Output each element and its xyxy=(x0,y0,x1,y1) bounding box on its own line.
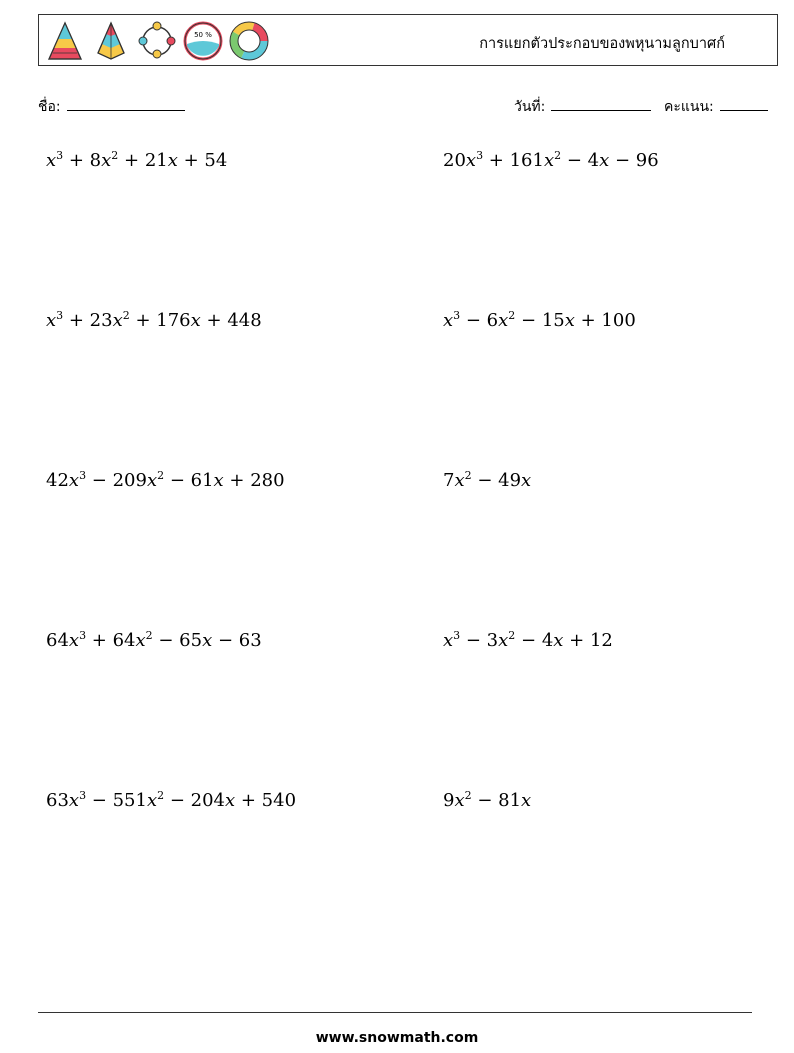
exponent: 3 xyxy=(79,789,87,802)
variable: x xyxy=(498,310,509,331)
term-text: − 15 xyxy=(515,310,565,331)
exponent: 2 xyxy=(508,309,516,322)
layered-pyramid-icon xyxy=(90,20,132,62)
date-label: วันที่: xyxy=(514,99,546,115)
name-blank[interactable] xyxy=(67,96,185,111)
term-text: − 4 xyxy=(515,630,554,651)
term-text: 42 xyxy=(46,470,69,491)
variable: x xyxy=(498,630,509,651)
term-text: + 100 xyxy=(574,310,636,331)
problem-10 xyxy=(443,790,531,811)
footer-url: www.snowmath.com xyxy=(315,1030,479,1046)
exponent: 2 xyxy=(111,149,119,162)
variable: x xyxy=(521,790,532,811)
term-text: − 204 xyxy=(164,790,225,811)
term-text: − 65 xyxy=(152,630,203,651)
term-text: − 4 xyxy=(561,150,600,171)
exponent: 3 xyxy=(453,629,461,642)
term-text: − 63 xyxy=(212,630,262,651)
problem-8 xyxy=(443,630,613,651)
variable: x xyxy=(543,150,555,171)
exponent: 3 xyxy=(476,149,484,162)
variable: x xyxy=(146,790,158,811)
problem-9 xyxy=(46,790,296,811)
exponent: 3 xyxy=(79,469,87,482)
worksheet-title: การแยกตัวประกอบของพหุนามลูกบาศก์ xyxy=(479,36,725,52)
term-text: − 6 xyxy=(460,310,499,331)
problem-3 xyxy=(46,310,262,331)
variable: x xyxy=(454,470,465,491)
variable: x xyxy=(454,790,465,811)
term-text: + 176 xyxy=(129,310,191,331)
exponent: 2 xyxy=(464,789,472,802)
score-blank[interactable] xyxy=(720,96,768,111)
variable: x xyxy=(202,630,213,651)
footer-divider xyxy=(38,1012,752,1013)
problem-7 xyxy=(46,630,262,651)
variable: x xyxy=(68,470,80,491)
worksheet-header xyxy=(38,14,778,66)
exponent: 3 xyxy=(79,629,87,642)
term-text: − 209 xyxy=(86,470,147,491)
name-label: ชื่อ: xyxy=(38,99,61,115)
exponent: 2 xyxy=(122,309,130,322)
variable: x xyxy=(190,310,201,331)
date-blank[interactable] xyxy=(551,96,651,111)
term-text: 20 xyxy=(443,150,466,171)
problem-2 xyxy=(443,150,659,171)
term-text: 64 xyxy=(46,630,69,651)
variable: x xyxy=(465,150,477,171)
variable: x xyxy=(553,630,564,651)
term-text: + 64 xyxy=(86,630,136,651)
exponent: 2 xyxy=(464,469,472,482)
problem-6 xyxy=(443,470,531,491)
term-text: + 280 xyxy=(223,470,285,491)
term-text: + 448 xyxy=(200,310,262,331)
exponent: 2 xyxy=(508,629,516,642)
exponent: 2 xyxy=(157,789,165,802)
variable: x xyxy=(68,630,80,651)
exponent: 3 xyxy=(56,309,64,322)
variable: x xyxy=(68,790,80,811)
term-text: 63 xyxy=(46,790,69,811)
exponent: 2 xyxy=(554,149,562,162)
variable: x xyxy=(101,150,112,171)
exponent: 2 xyxy=(157,469,165,482)
variable: x xyxy=(46,150,57,171)
variable: x xyxy=(521,470,532,491)
variable: x xyxy=(213,470,224,491)
term-text: + 8 xyxy=(63,150,102,171)
exponent: 2 xyxy=(145,629,153,642)
variable: x xyxy=(225,790,236,811)
term-text: + 23 xyxy=(63,310,113,331)
problem-5 xyxy=(46,470,285,491)
term-text: − 49 xyxy=(471,470,522,491)
exponent: 3 xyxy=(453,309,461,322)
header-icons xyxy=(44,19,270,63)
term-text: − 3 xyxy=(460,630,499,651)
term-text: − 96 xyxy=(609,150,659,171)
problem-4 xyxy=(443,310,636,331)
variable: x xyxy=(443,310,454,331)
variable: x xyxy=(135,630,146,651)
variable: x xyxy=(564,310,575,331)
term-text: + 161 xyxy=(483,150,544,171)
term-text: + 12 xyxy=(563,630,613,651)
term-text: − 551 xyxy=(86,790,147,811)
variable: x xyxy=(167,150,178,171)
variable: x xyxy=(146,470,158,491)
exponent: 3 xyxy=(56,149,64,162)
term-text: + 54 xyxy=(177,150,228,171)
variable: x xyxy=(46,310,57,331)
variable: x xyxy=(599,150,610,171)
term-text: + 540 xyxy=(235,790,297,811)
date-field xyxy=(514,96,651,118)
score-field xyxy=(664,96,768,118)
cycle-icon xyxy=(136,20,178,62)
term-text: 9 xyxy=(443,790,455,811)
problem-1 xyxy=(46,150,227,171)
variable: x xyxy=(112,310,123,331)
variable: x xyxy=(443,630,454,651)
pyramid-icon xyxy=(44,20,86,62)
gauge-50-percent-icon xyxy=(182,20,224,62)
term-text: 7 xyxy=(443,470,455,491)
score-label: คะแนน: xyxy=(664,99,714,115)
ring-chart-icon xyxy=(228,20,270,62)
name-field xyxy=(38,96,185,118)
term-text: − 81 xyxy=(471,790,522,811)
term-text: − 61 xyxy=(164,470,214,491)
gauge-label: 50 % xyxy=(194,31,212,39)
term-text: + 21 xyxy=(118,150,168,171)
